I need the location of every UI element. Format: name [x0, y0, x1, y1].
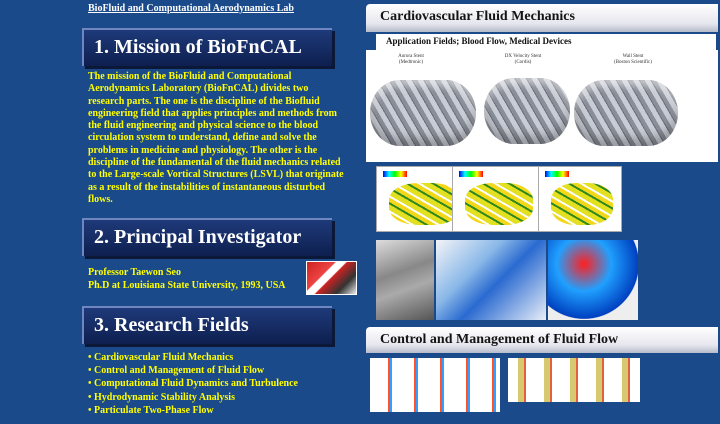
research-list [88, 351, 298, 417]
stent-simulation [538, 166, 622, 232]
aortic-arch-image [548, 240, 638, 320]
research-heading: 3. Research Fields [82, 306, 332, 344]
lab-title: BioFluid and Computational Aerodynamics Lab [88, 3, 294, 14]
flow-streamline-image [436, 240, 546, 320]
stent-image [370, 80, 476, 146]
cfm-banner: Cardiovascular Fluid Mechanics [366, 4, 718, 32]
stent-label: Wall Stent (Boston Scientific) [614, 54, 652, 65]
stent-panel [366, 50, 718, 162]
pi-info [88, 266, 286, 292]
cfm-subtitle: Application Fields; Blood Flow, Medical Devices [376, 34, 716, 50]
pi-degree: Ph.D at Louisiana State University, 1993, USA [88, 280, 286, 291]
research-item: • Hydrodynamic Stability Analysis [88, 391, 298, 404]
artery-model-image [376, 240, 434, 320]
mission-text: The mission of the BioFluid and Computational Aerodynamics Laboratory (BioFnCAL) divides two research parts. The one is the discipline of the Biofluid engineering field that applies principles and methods from the fluid engineering and physical science to the blood circulation system to understand, define and solve the problems in medicine and physiology. The other is the discipline of the fundamental of the fluid mechanics related to the Large-scale Vortical Structures (LSVL) that originate as a result of the instabilities of instantaneous disturbed flows. [88, 71, 344, 205]
stent-label: Aurora Stent (Medtronic) [398, 54, 424, 65]
cmf-banner: Control and Management of Fluid Flow [366, 327, 718, 353]
pi-name: Professor Taewon Seo [88, 267, 181, 278]
stent-simulation [452, 166, 542, 232]
pi-heading: 2. Principal Investigator [82, 218, 332, 256]
mission-heading: 1. Mission of BioFnCAL [82, 28, 332, 66]
stent-image [484, 78, 570, 144]
research-item: • Control and Management of Fluid Flow [88, 364, 298, 377]
pi-photo [306, 261, 357, 295]
research-item: • Cardiovascular Fluid Mechanics [88, 351, 298, 364]
stent-image [574, 80, 678, 146]
vortex-shedding-plot [508, 358, 640, 402]
stent-label: DX Velocity Stent (Cordis) [504, 54, 542, 65]
research-item: • Particulate Two-Phase Flow [88, 404, 298, 417]
flow-control-plot [370, 358, 500, 412]
research-item: • Computational Fluid Dynamics and Turbulence [88, 377, 298, 390]
